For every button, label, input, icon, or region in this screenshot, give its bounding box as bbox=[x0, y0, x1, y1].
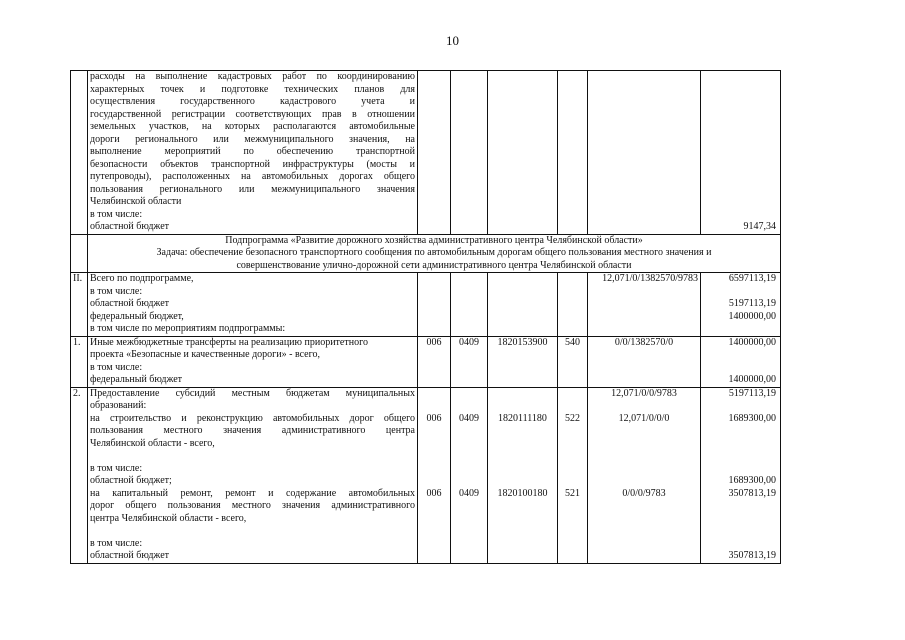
cell-description bbox=[88, 71, 418, 235]
cell-ministry bbox=[418, 71, 451, 235]
text-line: безопасности объектов транспортной инфраструктуры (мосты и bbox=[90, 158, 415, 170]
code-value: 0/0/1382570/0 bbox=[614, 336, 674, 348]
amount-value: 5197113,19 bbox=[728, 298, 776, 309]
amount-value: 3507813,19 bbox=[728, 487, 776, 499]
article-code: 1820153900 bbox=[497, 336, 548, 348]
text-line: областной бюджет; bbox=[90, 475, 172, 486]
table-row-total bbox=[71, 273, 781, 337]
text-line: областной бюджет bbox=[90, 550, 170, 561]
type-code: 540 bbox=[565, 336, 580, 348]
cell-amount bbox=[701, 71, 781, 235]
cell-section bbox=[451, 336, 488, 387]
amount-value: 5197113,19 bbox=[728, 387, 776, 399]
ministry-code: 006 bbox=[426, 487, 442, 499]
text-line: областной бюджет bbox=[90, 298, 170, 309]
table-row-cadastral bbox=[71, 71, 781, 235]
code-value: 0/0/0/9783 bbox=[622, 487, 666, 499]
table-row-1 bbox=[71, 336, 781, 387]
cell-type bbox=[558, 387, 588, 563]
cell-code bbox=[588, 387, 701, 563]
text-line: Всего по подпрограмме, bbox=[90, 273, 194, 284]
text-line: расходы на выполнение кадастровых работ по координированию bbox=[90, 71, 415, 82]
cell-article bbox=[488, 387, 558, 563]
cell-code bbox=[588, 273, 701, 337]
text-line: характерных точек и подготовке технических планов для bbox=[90, 83, 415, 95]
row-index: 2. bbox=[73, 387, 81, 399]
cell-type bbox=[558, 273, 588, 337]
text-line: в том числе по мероприятиям подпрограммы: bbox=[90, 323, 286, 334]
description-lines bbox=[88, 337, 417, 387]
text-line: Предоставление субсидий местным бюджетам муниципальных bbox=[90, 387, 415, 399]
text-line: образований: bbox=[90, 400, 147, 411]
cell-description bbox=[88, 336, 418, 387]
table-row-2 bbox=[71, 387, 781, 563]
description-lines bbox=[88, 273, 417, 336]
text-line: осуществления государственного кадастрового учета и bbox=[90, 96, 415, 107]
amount-value: 9147,34 bbox=[743, 221, 776, 232]
text-line: центра Челябинской области - всего, bbox=[90, 512, 247, 524]
code-value: 12,071/0/1382570/9783 bbox=[602, 273, 698, 284]
amount-value bbox=[701, 349, 780, 362]
text-line: дорог общего пользования местного значения административного bbox=[90, 500, 415, 511]
text-line bbox=[90, 525, 415, 538]
amount-value: 1689300,00 bbox=[728, 475, 776, 486]
text-line bbox=[90, 450, 415, 463]
article-code: 1820100180 bbox=[497, 487, 548, 499]
cell-description bbox=[88, 273, 418, 337]
text-line: федеральный бюджет bbox=[90, 374, 183, 385]
cell-amount bbox=[701, 273, 781, 337]
cell-section bbox=[451, 71, 488, 235]
cell-article bbox=[488, 71, 558, 235]
ministry-code: 006 bbox=[426, 412, 442, 424]
budget-table bbox=[70, 70, 781, 564]
cell-ministry bbox=[418, 387, 451, 563]
amount-value bbox=[701, 286, 780, 299]
subprogram-task: Задача: обеспечение безопасного транспортного сообщения по автомобильным дорогам общего пользования местного значения и bbox=[156, 247, 712, 258]
description-lines bbox=[88, 71, 417, 234]
text-line: Иные межбюджетные трансферты на реализацию приоритетного bbox=[90, 336, 368, 348]
cell-type bbox=[558, 71, 588, 235]
text-line: дороги регионального или межмуниципального значения, на bbox=[90, 133, 415, 145]
type-code: 522 bbox=[565, 412, 580, 424]
text-line: пользования местного значения административного центра bbox=[90, 425, 415, 436]
page-number: 10 bbox=[446, 33, 459, 48]
cell-ministry bbox=[418, 273, 451, 337]
cell-section bbox=[451, 387, 488, 563]
text-line: Челябинской области bbox=[90, 196, 182, 207]
amount-value: 1689300,00 bbox=[728, 412, 776, 424]
cell-index bbox=[71, 234, 88, 273]
text-line: в том числе: bbox=[90, 361, 143, 373]
row-index: II. bbox=[73, 273, 83, 284]
table-row-subprogram-header bbox=[71, 234, 781, 273]
amount-value: 1400000,00 bbox=[728, 310, 776, 322]
description-lines bbox=[88, 388, 417, 563]
text-line: в том числе: bbox=[90, 462, 143, 474]
cell-ministry bbox=[418, 336, 451, 387]
section-code: 0409 bbox=[459, 487, 479, 499]
subprogram-title: Подпрограмма «Развитие дорожного хозяйства административного центра Челябинской области» bbox=[225, 234, 643, 246]
text-line: выполнение мероприятий по обеспечению транспортной bbox=[90, 146, 415, 157]
amount-value bbox=[701, 362, 780, 375]
text-line: проекта «Безопасные и качественные дороги» - всего, bbox=[90, 349, 320, 360]
cell-section bbox=[451, 273, 488, 337]
text-line: пользования регионального или межмуниципального значения bbox=[90, 183, 415, 195]
cell-index bbox=[71, 273, 88, 337]
text-line: федеральный бюджет, bbox=[90, 310, 184, 322]
cell-amount bbox=[701, 387, 781, 563]
code-value: 12,071/0/0/0 bbox=[618, 412, 670, 424]
text-line: на строительство и реконструкцию автомобильных дорог общего bbox=[90, 412, 415, 424]
subprogram-task: совершенствование улично-дорожной сети административного центра Челябинской области bbox=[236, 259, 632, 271]
text-line: путепроводы), расположенных на автомобильных дорогах общего bbox=[90, 171, 415, 182]
text-line: на капитальный ремонт, ремонт и содержание автомобильных bbox=[90, 487, 415, 499]
text-line: в том числе: bbox=[90, 285, 143, 297]
cell-type bbox=[558, 336, 588, 387]
cell-amount bbox=[701, 336, 781, 387]
text-line: земельных участков, на которых располагаются автомобильные bbox=[90, 121, 415, 132]
cell-index bbox=[71, 336, 88, 387]
ministry-code: 006 bbox=[426, 336, 442, 348]
text-line: в том числе: bbox=[90, 537, 143, 549]
cell-code bbox=[588, 336, 701, 387]
row-index: 1. bbox=[73, 336, 81, 348]
amount-value bbox=[701, 323, 780, 336]
cell-description bbox=[88, 387, 418, 563]
text-line: областной бюджет bbox=[90, 221, 170, 232]
cell-article bbox=[488, 273, 558, 337]
amount-value: 6597113,19 bbox=[728, 273, 776, 284]
text-line: государственной регистрации соответствующих прав в отношении bbox=[90, 108, 415, 120]
text-line: Челябинской области - всего, bbox=[90, 437, 215, 449]
cell-article bbox=[488, 336, 558, 387]
cell-index bbox=[71, 71, 88, 235]
article-code: 1820111180 bbox=[498, 412, 547, 424]
amount-value: 1400000,00 bbox=[728, 336, 776, 348]
code-value: 12,071/0/0/9783 bbox=[611, 387, 677, 399]
section-code: 0409 bbox=[459, 336, 479, 348]
subprogram-header bbox=[88, 234, 781, 273]
amount-value: 3507813,19 bbox=[728, 550, 776, 561]
cell-code bbox=[588, 71, 701, 235]
type-code: 521 bbox=[565, 487, 580, 499]
text-line: в том числе: bbox=[90, 208, 143, 220]
amount-value: 1400000,00 bbox=[728, 374, 776, 385]
section-code: 0409 bbox=[459, 412, 479, 424]
cell-index bbox=[71, 387, 88, 563]
